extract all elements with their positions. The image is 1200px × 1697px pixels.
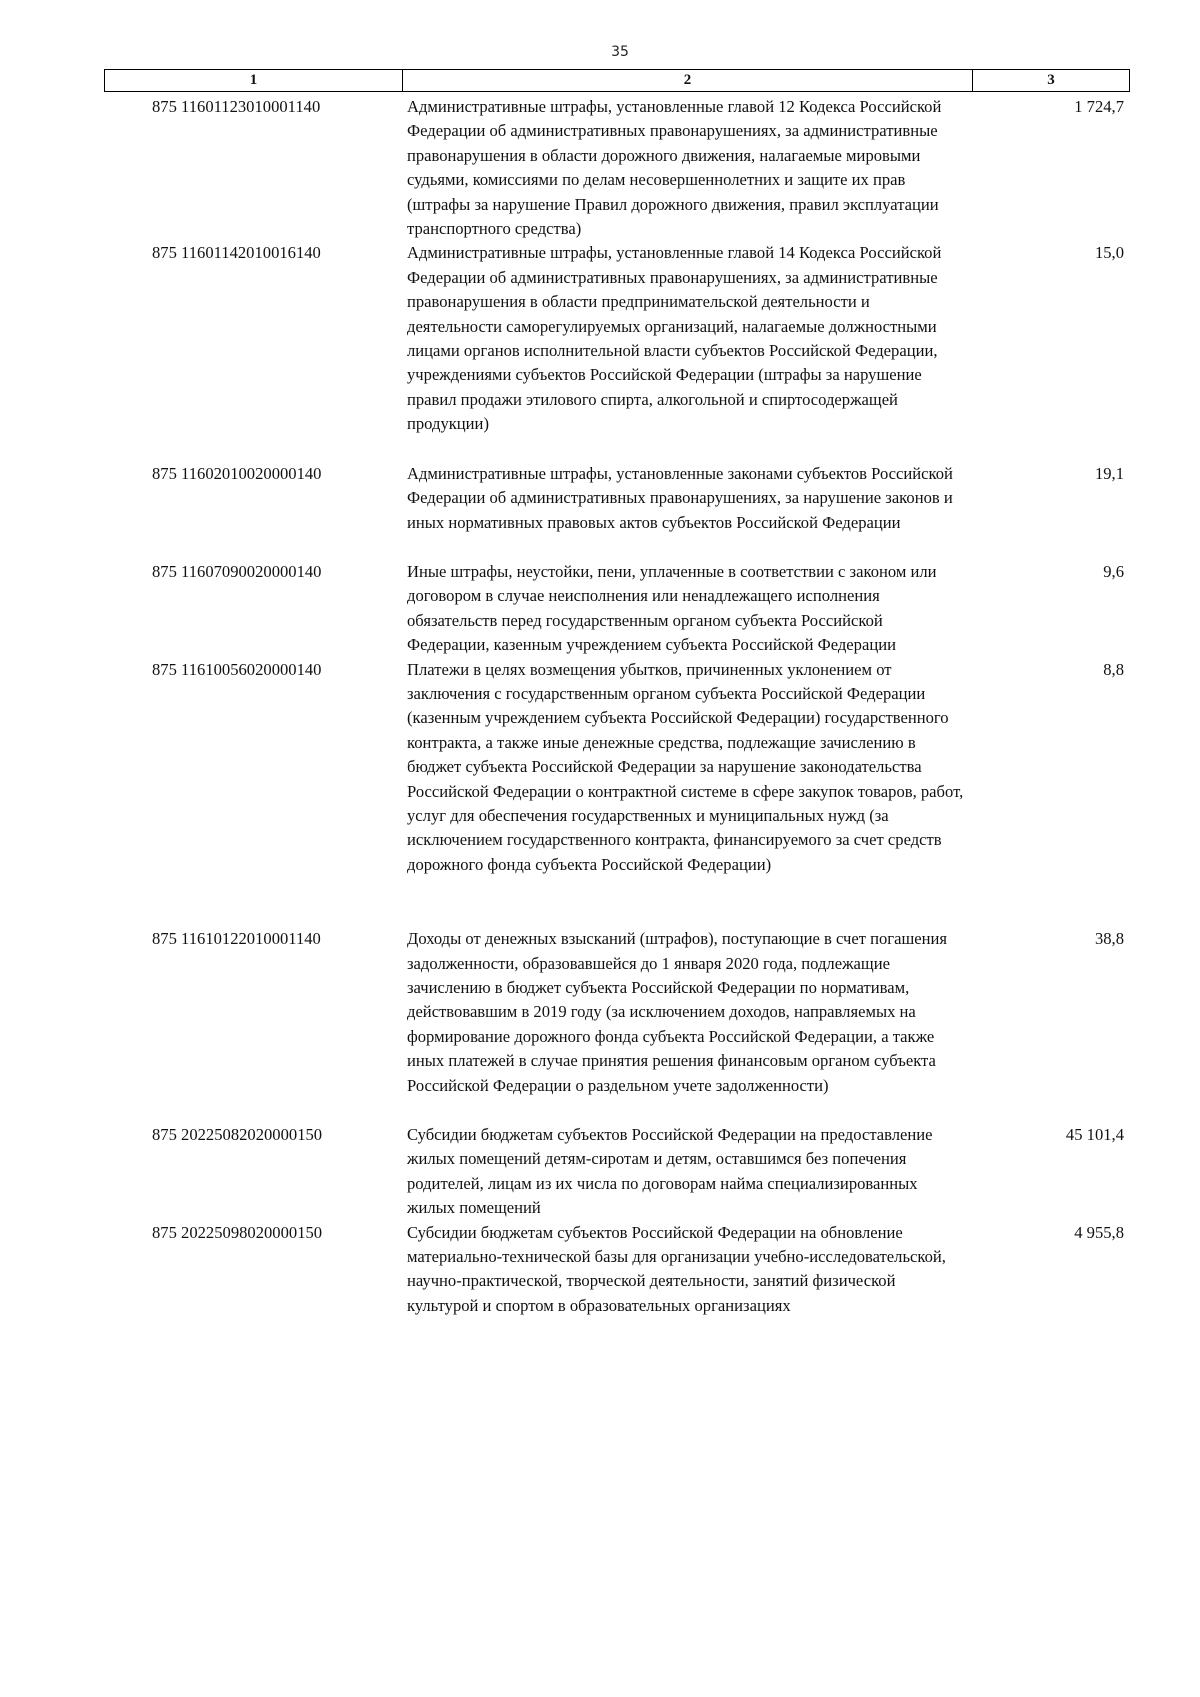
table-row	[104, 658, 1130, 878]
row-description: Доходы от денежных взысканий (штрафов), поступающие в счет погашения задолженности, образовавшейся до 1 января 2020 года, подлежащие зачислению в бюджет субъекта Российской Федерации по нормативам, действовавшим в 2019 году (за исключением доходов, направляемых на формирование дорожного фонда субъекта Российской Федерации, а также иных платежей в случае принятия решения финансовым органом субъекта Российской Федерации о раздельном учете задолженности)	[407, 929, 948, 1095]
row-description: Субсидии бюджетам субъектов Российской Федерации на предоставление жилых помещений детям-сиротам и детям, оставшимся без попечения родителей, лицам из их числа по договорам найма специализированных жилых помещений	[407, 1125, 933, 1218]
row-description: Административные штрафы, установленные законами субъектов Российской Федерации об административных правонарушениях, за нарушение законов и иных нормативных правовых актов субъектов Российской Федерации	[407, 463, 953, 532]
column-header-1: 1	[105, 70, 403, 91]
row-code: 875 11602010020000140	[152, 463, 322, 483]
row-code: 875 11601123010001140	[152, 97, 321, 116]
row-amount: 15,0	[1094, 243, 1124, 263]
row-description: Иные штрафы, неустойки, пени, уплаченные в соответствии с законом или договором в случае неисполнения или ненадлежащего исполнения обязательств перед государственным органом субъекта Российской Федерации, казенным учреждением субъекта Российской Федерации	[407, 561, 937, 655]
row-amount: 19,1	[1094, 463, 1124, 483]
row-amount: 9,6	[1103, 561, 1124, 581]
row-amount: 8,8	[1103, 659, 1124, 679]
table-row	[104, 560, 1130, 658]
table-header	[104, 69, 1130, 92]
row-code: 875 20225082020000150	[152, 1125, 323, 1145]
row-amount: 38,8	[1094, 929, 1124, 949]
table-row	[104, 95, 1130, 241]
table-body	[104, 95, 1130, 1318]
row-code: 875 11610056020000140	[152, 659, 322, 679]
table-row	[104, 462, 1130, 535]
row-code: 875 11601142010016140	[152, 243, 321, 263]
table-row	[104, 1221, 1130, 1319]
row-amount: 45 101,4	[1065, 1125, 1124, 1145]
row-amount: 1 724,7	[1074, 97, 1124, 116]
row-code: 875 11610122010001140	[152, 929, 321, 949]
column-header-3: 3	[1047, 72, 1055, 88]
row-code: 875 20225098020000150	[152, 1222, 323, 1242]
row-code: 875 11607090020000140	[152, 561, 322, 581]
row-description: Платежи в целях возмещения убытков, причиненных уклонением от заключения с государственным органом субъекта Российской Федерации (казенным учреждением субъекта Российской Федерации) государственного контракта, а также иные денежные средства, подлежащие зачислению в бюджет субъекта Российской Федерации за нарушение законодательства Российской Федерации о контрактной системе в сфере закупок товаров, работ, услуг для обеспечения государственных и муниципальных нужд (за исключением государственного контракта, финансируемого за счет средств дорожного фонда субъекта Российской Федерации)	[407, 659, 964, 874]
row-description: Административные штрафы, установленные главой 14 Кодекса Российской Федерации об административных правонарушениях, за административные правонарушения в области предпринимательской деятельности и деятельности саморегулируемых организаций, налагаемые должностными лицами органов исполнительной власти субъектов Российской Федерации, учреждениями субъектов Российской Федерации (штрафы за нарушение правил продажи этилового спирта, алкогольной и спиртосодержащей продукции)	[407, 243, 942, 434]
table-row	[104, 241, 1130, 436]
row-description: Административные штрафы, установленные главой 12 Кодекса Российской Федерации об административных правонарушениях, за административные правонарушения в области дорожного движения, налагаемые мировыми судьями, комиссиями по делам несовершеннолетних и защите их прав (штрафы за нарушение Правил дорожного движения, правил эксплуатации транспортного средства)	[407, 97, 942, 239]
table-row	[104, 927, 1130, 1098]
row-amount: 4 955,8	[1074, 1222, 1124, 1242]
page-number: 35	[611, 44, 629, 60]
row-description: Субсидии бюджетам субъектов Российской Федерации на обновление материально-технической базы для организации учебно-исследовательской, научно-практической, творческой деятельности, занятий физической культурой и спортом в образовательных организациях	[407, 1222, 946, 1315]
table-row	[104, 1123, 1130, 1221]
column-header-2: 2	[403, 70, 973, 91]
